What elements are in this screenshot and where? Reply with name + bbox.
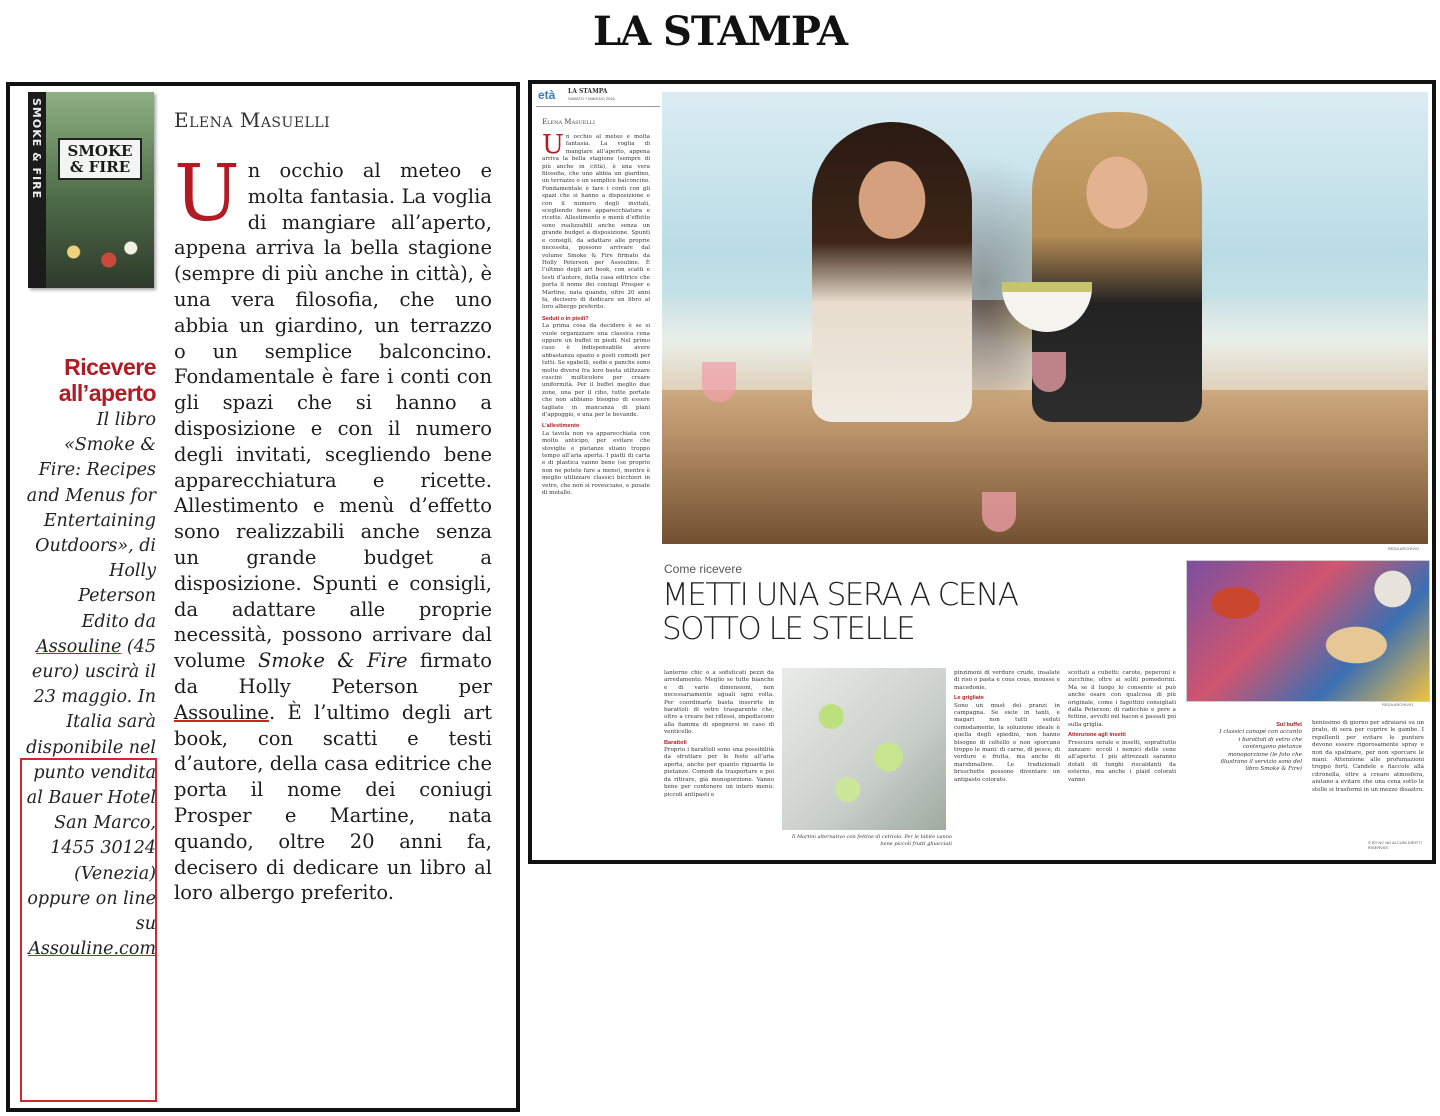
subheading: L’allestimento	[542, 423, 580, 430]
drop-cap: U	[174, 149, 240, 239]
website-link: Assouline.com	[28, 939, 156, 960]
body-column: benissimo di giorno per sdraiarsi su un prato, di sera per coprire le gambe. I repellenti per evitare le punture devono essere rigorosamente spray e non da spalmare, per non sporcare le mani. Attenzione alle profumazioni troppo forti. Candele e fiaccole alla citronella, oltre a creare atmosfera, aiutano a evitare che una cena sotto le stelle si trasformi in un mezzo disastro.	[1312, 720, 1424, 793]
subheading: Le grigliate	[954, 695, 984, 702]
publisher-name: Assouline	[36, 636, 122, 657]
highlight-box	[20, 758, 157, 1102]
photo-credit: REDA ARCHIVIO	[1388, 546, 1420, 551]
book-cover-title: SMOKE & FIRE	[58, 138, 142, 180]
photo-caption: Il Martini alternativo con fettine di cetriolo. Per le bibite vanno bene piccoli frutti ghiacciati	[791, 834, 952, 847]
martini-photo	[782, 668, 946, 830]
publisher-name: Assouline	[174, 700, 269, 724]
left-clipping	[6, 82, 520, 1112]
drop-cap: U	[542, 134, 564, 160]
right-clipping	[528, 80, 1436, 864]
masthead: LA STAMPA	[592, 8, 848, 55]
article-body: Un occhio al meteo e molta fantasia. La voglia di mangiare all’aperto, appena arriva la bella stagione (sempre di più anche in città), è una vera filosofia, che uno abbia un giardino, un terrazzo o un semplice balconcino. Fondamentale è fare i conti con gli spazi che si hanno a disposizione e con il numero degli invitati, scegliendo bene apparecchiatura e ricette. Allestimento e menù d’effetto sono realizzabili anche senza un grande budget a disposizione. Spunti e consigli, da adattare alle proprie necessità, possono arrivare dal volume Smoke & Fire firmato da Holly Peterson per Assouline. È l’ultimo degli art book, con scatti e testi d’autore, della casa editrice che porta il nome dei coniugi Prosper e Martine, nata quando, oltre 20 anni fa, decisero di dedicare un libro al loro albergo preferito.	[174, 149, 492, 905]
mini-masthead: LA STAMPA	[568, 88, 608, 95]
body-column: pinzimoni di verdure crude, insalate di riso o pasta e cous cous, mousse e macedonie. Le grigliate Sono un must dei pranzi in campagna. Se siete in tanti, e magari non tutti seduti comodamente, la soluzione ideale è quella degli spiedini, non hanno bisogno di coltello e non sporcano troppo le mani: di carne, di pesce, di verdure e frutta, ma anche di marshmallow. Le tradizionali bruschette possono diventare un antipasto colorato.	[954, 670, 1060, 783]
byline: Elena Masuelli	[174, 108, 331, 132]
book-spine-text: SMOKE & FIRE	[30, 98, 43, 200]
buffet-photo	[1186, 560, 1430, 702]
section-tag: età	[538, 88, 556, 102]
book-title: Smoke & Fire	[257, 649, 408, 673]
subheading: Attenzione agli insetti	[1068, 732, 1126, 739]
sidebar-title: Ricevere all’aperto	[58, 354, 156, 406]
sidebar-text: Il libro «Smoke & Fire: Recipes and Menus for Entertaining Outdoors», di Holly Peterson Edito da Assouline (45 euro) uscirà il 23 maggio. In Italia sarà disponibile nel punto vendita al Bauer Hotel San Marco, 1455 30124 (Venezia) oppure on line su Assouline.com	[26, 410, 156, 960]
photo-credit: REDA ARCHIVIO	[1382, 702, 1414, 707]
buffet-caption: Sul buffet I classici canapé con accanto i barattoli di vetro che contengono pietanze monoporzione (le foto che illustrano il servizio sono del libro Smoke & Fire)	[1219, 722, 1302, 773]
byline: Elena Masuelli	[542, 118, 595, 126]
copyright-note: © BY NC ND ALCUNI DIRITTI RISERVATI	[1368, 840, 1422, 850]
narrow-column: Un occhio al meteo e molta fantasia. La voglia di mangiare all’aperto, appena arriva la bella stagione (sempre di più anche in città), è una vera filosofia, che uno abbia un giardino, un terrazzo o un semplice balconcino. Fondamentale è fare i conti con gli spazi che si hanno a disposizione e con il numero degli invitati, scegliendo bene apparecchiatura e ricette. Allestimento e menù d’effetto sono realizzabili anche senza un grande budget a disposizione. Spunti e consigli, da adattare alle proprie necessità, possono arrivare dal volume Smoke & Fire firmato da Holly Peterson per Assouline. È l’ultimo degli art book, con scatti e testi d’autore, della casa editrice che porta il nome dei coniugi Prosper e Martine, nata quando, oltre 20 anni fa, decisero di dedicare un libro al loro albergo preferito. Seduti o in piedi? La prima cosa da decidere è se si vuole organizzare una classica cena oppure un buffet in piedi. Nel primo caso è indispensabile avere abbastanza spazio e posti comodi per tutti. Se sgabelli, sedie e panche sono molto diversi fra loro basta utilizzare cuscini multicolore per creare uniformità. Per il buffet meglio due zone, una per il cibo, tutte portate che non abbiano bisogno di essere tagliate in mancanza di piani d’appoggio, e una per le bevande. L’allestimento La tavola non va apparecchiata con molto anticipo, per evitare che stoviglie e pietanze stiano troppo tempo all’aria aperta. I piatti di carta e di plastica vanno bene (se proprio non ne potete fare a meno), mentre è meglio utilizzare classici bicchieri in vetro, che non si rovesciano, e posate di metallo.	[542, 134, 650, 497]
kicker: Come ricevere	[664, 562, 743, 576]
subheading: Seduti o in piedi?	[542, 315, 589, 322]
mini-date: SABATO 7 MAGGIO 2016	[568, 96, 615, 101]
headline: METTI UNA SERA A CENA SOTTO LE STELLE	[662, 577, 1018, 647]
subheading: Barattoli	[664, 739, 687, 746]
body-column: scottati a cubetti: carote, peperoni e zucchine, oltre ai soliti pomodorini. Ma se il luogo lo consente si può anche osare con qualcosa di più originale, come i fagottini consigliati dalla Peterson: di radicchio e pere a fettine, avvolti nel bacon e passati poi sulla griglia. Attenzione agli insetti Frescura serale e insetti, soprattutto zanzare: eccoli i nemici delle cene all’aperto. I più attrezzati saranno dotati di funghi riscaldanti da esterno, ma anche i plaid colorati vanno	[1068, 670, 1176, 783]
buffet-title: Sul buffet	[1276, 722, 1302, 728]
book-cover-image	[28, 92, 154, 288]
main-photo	[662, 92, 1428, 544]
body-column: lanterne chic o a sofisticati pezzi da arredamento. Meglio se tutte bianche e di varie dimensioni, non necessariamente uguali ogni volta. Per coordinarle basta inserirle in barattoli di vetro trasparente che, oltre a creare bei riflessi, impediscono alla fiamma di spegnersi in caso di venticello. Barattoli Proprio i barattoli sono una possibilità da sfruttare per le feste all’aria aperta, anche per quanto riguarda le pietanze. Comodi da trasportare e poi da ritirare, già monoporzione. Vanno bene per contenere un intero menù: piccoli antipasti e	[664, 670, 774, 798]
